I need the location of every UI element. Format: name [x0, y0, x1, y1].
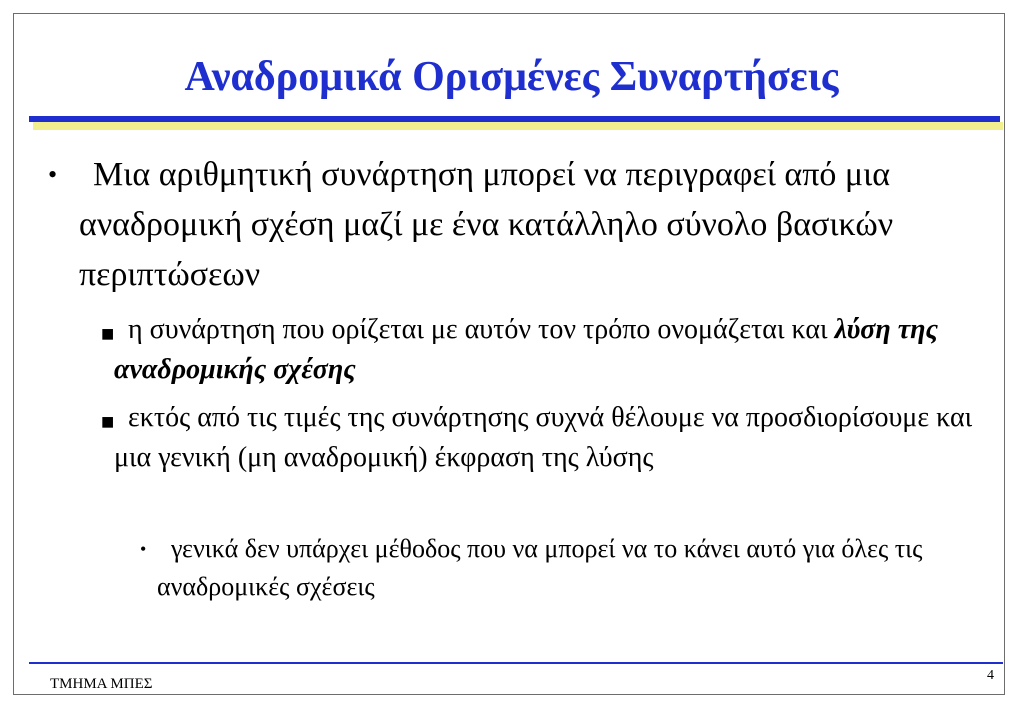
page-number: 4	[987, 668, 994, 683]
sub-bullet-2-marker: ■	[101, 409, 115, 434]
bullet-1-marker: •	[48, 160, 58, 189]
footer-label: ΤΜΗΜΑ ΜΠΕΣ	[50, 676, 153, 692]
bullet-1-content: Μια αριθμητική συνάρτηση μπορεί να περιγραφεί από μια αναδρομική σχέση μαζί με ένα κατάλληλο σύνολο βασικών περιπτώσεων	[79, 156, 894, 293]
sub-bullet-2-text	[114, 398, 984, 478]
sub-bullet-2-content: εκτός από τις τιμές της συνάρτησης συχνά θέλουμε να προσδιορίσουμε και μια γενική (μη αναδρομική) έκφραση της λύσης	[114, 402, 973, 473]
sub-sub-bullet-1-content: γενικά δεν υπάρχει μέθοδος που να μπορεί να το κάνει αυτό για όλες τις αναδρομικές σχέσεις	[157, 534, 923, 601]
sub-bullet-1-plain: η συνάρτηση που ορίζεται με αυτόν τον τρόπο ονομάζεται και	[128, 314, 835, 345]
sub-sub-bullet-1-text	[157, 530, 987, 606]
sub-bullet-1-emphasis: λύση της αναδρομικής σχέσης	[114, 314, 939, 385]
bullet-1-text	[79, 150, 959, 300]
sub-bullet-1-text	[114, 310, 984, 390]
slide-title: Αναδρομικά Ορισμένες Συναρτήσεις	[184, 54, 839, 100]
sub-sub-bullet-1-marker: •	[140, 539, 147, 559]
sub-bullet-1-marker: ■	[101, 321, 115, 346]
footer-rule	[29, 662, 1003, 664]
